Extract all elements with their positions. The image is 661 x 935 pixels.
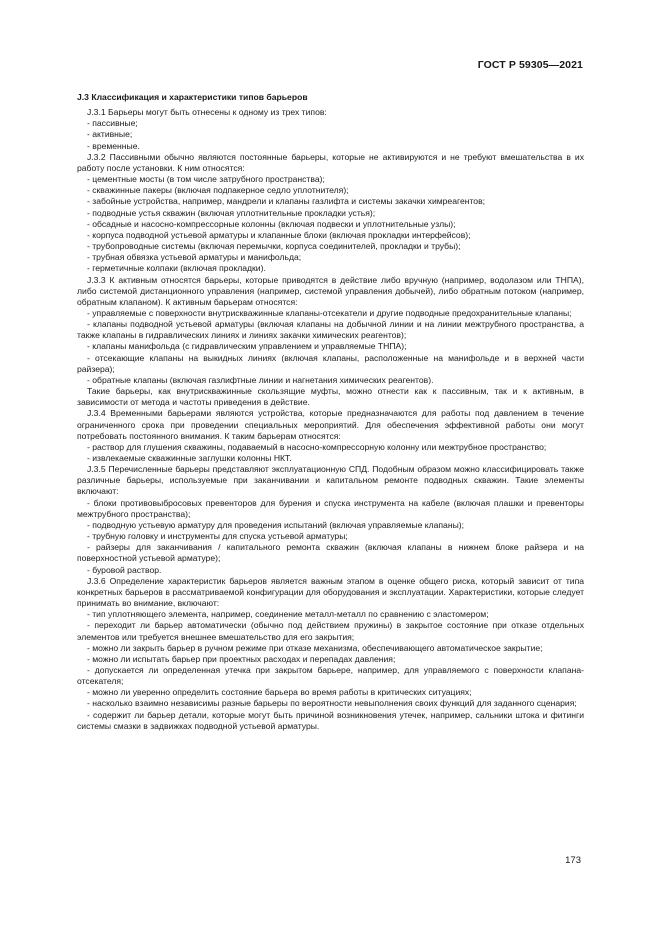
list-item: - обсадные и насосно-компрессорные колонны (включая подвески и уплотнительные узлы); bbox=[87, 218, 456, 229]
paragraph: Такие барьеры, как внутрискважинные скользящие муфты, можно отнести как к пассивным, так и к активным, в зависимости от метода и частоты приведения в действие. bbox=[77, 386, 584, 408]
list-item: - переходит ли барьер автоматически (обычно под действием пружины) в закрытое состояние при отказе отдельных элементов или требуется внешнее вмешательство для его закрытия; bbox=[77, 620, 584, 642]
list-item: - отсекающие клапаны на выкидных линиях (включая клапаны, расположенные на манифольде и в верхней части райзера); bbox=[77, 352, 584, 374]
list-item: - клапаны подводной устьевой арматуры (включая клапаны на добычной линии и на линии межтрубного пространства, а также клапаны в гидравлических линиях и линиях закачки химических реагентов); bbox=[77, 319, 584, 341]
list-item: - забойные устройства, например, мандрели и клапаны газлифта и системы закачки химреагентов; bbox=[87, 196, 486, 207]
list-item: - обратные клапаны (включая газлифтные линии и нагнетания химических реагентов). bbox=[87, 374, 434, 385]
list-item: - блоки противовыбросовых превенторов для бурения и спуска инструмента на кабеле (включая плашки и превенторы межтрубного пространства); bbox=[77, 497, 584, 519]
list-item: - буровой раствор. bbox=[87, 564, 162, 575]
list-item: - пассивные; bbox=[87, 118, 138, 129]
list-item: - извлекаемые скважинные заглушки колонны НКТ. bbox=[87, 453, 292, 463]
paragraph: J.3.5 Перечисленные барьеры представляют эксплуатационную СПД. Подобным образом можно классифицировать также различные барьеры, используемые при заканчивании и капитальном ремонте подводных скважин. Такие элементы включают: bbox=[77, 464, 584, 497]
list-item: - корпуса подводной устьевой арматуры и клапанные блоки (включая прокладки интерфейсов); bbox=[87, 229, 471, 240]
list-item: - трубную головку и инструменты для спуска устьевой арматуры; bbox=[87, 531, 348, 542]
list-item: - можно ли закрыть барьер в ручном режиме при отказе механизма, обеспечивающего автоматическое закрытие; bbox=[87, 642, 543, 653]
list-item: - цементные мосты (в том числе затрубного пространства); bbox=[87, 174, 325, 185]
list-item: - насколько взаимно независимы разные барьеры по вероятности невыполнения своих функций для заданного сценария; bbox=[87, 698, 577, 709]
paragraph: J.3.4 Временными барьерами являются устройства, которые предназначаются для работы под давлением в течение ограниченного срока при проведении специальных мероприятий. Для обеспечения эффективной работы они могут потребовать постоянного внимания. К таким барьерам относятся: bbox=[77, 408, 584, 441]
list-item: - можно ли испытать барьер при проектных расходах и перепадах давления; bbox=[87, 653, 396, 664]
page-content bbox=[77, 92, 584, 732]
section-title: J.3 Классификация и характеристики типов барьеров bbox=[77, 92, 308, 102]
document-code: ГОСТ Р 59305—2021 bbox=[477, 59, 583, 71]
list-item: - управляемые с поверхности внутрискважинные клапаны-отсекатели и другие подводные предохранительные клапаны; bbox=[87, 307, 572, 318]
paragraph: J.3.6 Определение характеристик барьеров является важным этапом в оценке общего риска, который зависит от типа конкретных барьеров в рассматриваемой конфигурации для оборудования и эксплуатации. Характеристики, которые следует принимать во внимание, включают: bbox=[77, 575, 584, 609]
list-item: - допускается ли определенная утечка при закрытом барьере, например, для управляемого с поверхности клапана-отсекателя; bbox=[77, 664, 584, 687]
list-item: - трубная обвязка устьевой арматуры и манифольда; bbox=[87, 252, 302, 263]
list-item: - райзеры для заканчивания / капитального ремонта скважин (включая клапаны в нижнем блоке райзера и на поверхностной устьевой арматуре); bbox=[77, 542, 584, 564]
list-item: - раствор для глушения скважины, подаваемый в насосно-компрессорную колонну или межтрубное пространство; bbox=[87, 441, 547, 452]
paragraph: J.3.2 Пассивными обычно являются постоянные барьеры, которые не активируются и не требуют вмешательства в их работу после установки. К ним относятся: bbox=[77, 151, 584, 173]
list-item: - клапаны манифольда (с гидравлическим управлением и управляемые ТНПА); bbox=[87, 341, 407, 352]
list-item: - активные; bbox=[87, 129, 133, 140]
list-item: - трубопроводные системы (включая перемычки, корпуса соединителей, прокладки и трубы); bbox=[87, 241, 461, 252]
list-item: - содержит ли барьер детали, которые могут быть причиной возникновения утечек, например, сальники штока и фитинги системы смазки в задвижках подводной устьевой арматуры. bbox=[77, 709, 584, 731]
list-item: - можно ли уверенно определить состояние барьера во время работы в критических ситуациях; bbox=[87, 687, 472, 698]
paragraph-list bbox=[77, 107, 584, 732]
list-item: - временные. bbox=[87, 140, 140, 151]
paragraph: J.3.1 Барьеры могут быть отнесены к одному из трех типов: bbox=[87, 107, 327, 118]
page-number: 173 bbox=[565, 855, 581, 866]
list-item: - подводные устья скважин (включая уплотнительные прокладки устья); bbox=[87, 207, 376, 218]
list-item: - скважинные пакеры (включая подпакерное седло уплотнителя); bbox=[87, 185, 349, 196]
paragraph: J.3.3 К активным относятся барьеры, которые приводятся в действие либо вручную (например, водолазом или ТНПА), либо системой дистанционного управления (например, системой управления добычей), либо обратным потоком (например, обратным клапаном). К активным барьерам относятся: bbox=[77, 274, 584, 307]
list-item: - герметичные колпаки (включая прокладки). bbox=[87, 263, 266, 274]
list-item: - тип уплотняющего элемента, например, соединение металл-металл по сравнению с эластомером; bbox=[87, 609, 489, 620]
list-item: - подводную устьевую арматуру для проведения испытаний (включая управляемые клапаны); bbox=[87, 519, 464, 530]
